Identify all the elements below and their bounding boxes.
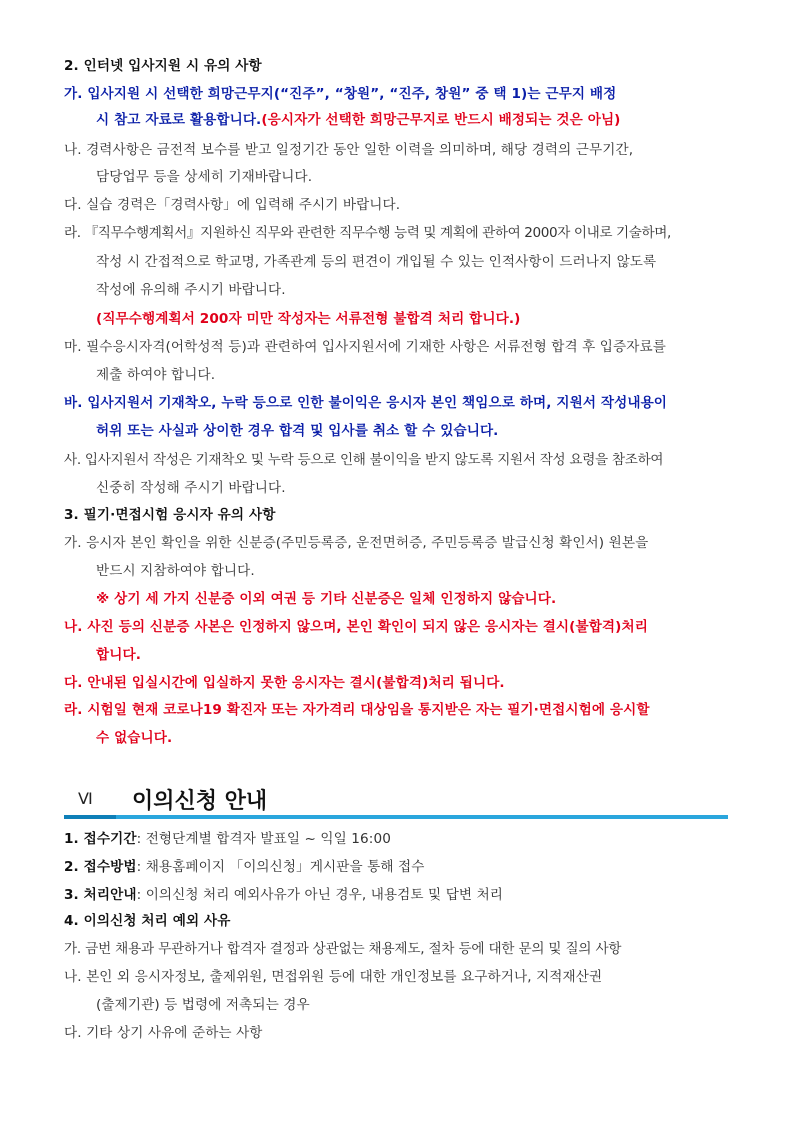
section-6-underline: [64, 815, 728, 819]
sec3-item-ra-line1: 라. 시험일 현재 코로나19 확진자 또는 자가격리 대상임을 통지받은 자는 필기·면접시험에 응시할: [64, 702, 650, 718]
item-ma-line2: 제출 하여야 합니다.: [96, 367, 216, 383]
sec6-item-1-label: 1. 접수기간: [64, 831, 137, 847]
section-6-number: Ⅵ: [78, 789, 93, 808]
item-ga-line2: [96, 110, 736, 130]
item-ba-line1: 바. 입사지원서 기재착오, 누락 등으로 인한 불이익은 응시자 본인 책임으로 하며, 지원서 작성내용이: [64, 395, 668, 411]
sec6-item-2-label: 2. 접수방법: [64, 859, 137, 875]
item-sa-line2: 신중히 작성해 주시기 바랍니다.: [96, 480, 286, 496]
item-ga-line1: 가. 입사지원 시 선택한 희망근무지(“진주”, “창원”, “진주, 창원” 중 택 1)는 근무지 배정: [64, 86, 617, 102]
sec6-item-4-ga: 가. 금번 채용과 무관하거나 합격자 결정과 상관없는 채용제도, 절차 등에 대한 문의 및 질의 사항: [64, 941, 622, 957]
item-ra-line3: 작성에 유의해 주시기 바랍니다.: [96, 282, 286, 298]
sec3-item-ga-line1: 가. 응시자 본인 확인을 위한 신분증(주민등록증, 운전면허증, 주민등록증 발급신청 확인서) 원본을: [64, 535, 649, 551]
item-ra-line2: 작성 시 간접적으로 학교명, 가족관계 등의 편견이 개입될 수 있는 인적사항이 드러나지 않도록: [96, 254, 657, 270]
section-6-header: [64, 782, 728, 822]
section-6-title: 이의신청 안내: [132, 789, 268, 814]
item-ra-line4: (직무수행계획서 200자 미만 작성자는 서류전형 불합격 처리 합니다.): [96, 311, 521, 327]
sec3-item-ra-line2: 수 없습니다.: [96, 730, 173, 746]
sec6-item-3-label: 3. 처리안내: [64, 887, 137, 903]
sec3-item-na-line2: 합니다.: [96, 647, 141, 663]
sec3-item-ga-note: ※ 상기 세 가지 신분증 이외 여권 등 기타 신분증은 일체 인정하지 않습니다.: [96, 591, 557, 607]
section-6-underline-accent: [64, 815, 116, 819]
sec6-item-1-text: : 전형단계별 합격자 발표일 ~ 익일 16:00: [136, 831, 391, 847]
sec6-item-4-da: 다. 기타 상기 사유에 준하는 사항: [64, 1025, 263, 1041]
item-ga-line2-red: (응시자가 선택한 희망근무지로 반드시 배정되는 것은 아님): [261, 112, 621, 128]
sec3-item-na-line1: 나. 사진 등의 신분증 사본은 인정하지 않으며, 본인 확인이 되지 않은 응시자는 결시(불합격)처리: [64, 619, 648, 635]
sec6-item-2: [64, 857, 734, 877]
item-ba-line2: 허위 또는 사실과 상이한 경우 합격 및 입사를 취소 할 수 있습니다.: [96, 423, 499, 439]
sec3-item-ga-line2: 반드시 지참하여야 합니다.: [96, 563, 255, 579]
sec6-item-3-text: : 이의신청 처리 예외사유가 아닌 경우, 내용검토 및 답변 처리: [136, 887, 504, 903]
item-ga-line2-blue: 시 참고 자료로 활용합니다.: [96, 112, 262, 128]
item-na-line1: 나. 경력사항은 금전적 보수를 받고 일정기간 동안 일한 이력을 의미하며, 해당 경력의 근무기간,: [64, 142, 634, 158]
section-2-heading: 2. 인터넷 입사지원 시 유의 사항: [64, 58, 262, 74]
sec6-item-4-na-line2: (출제기관) 등 법령에 저촉되는 경우: [96, 997, 310, 1013]
sec6-item-2-text: : 채용홈페이지 「이의신청」게시판을 통해 접수: [136, 859, 425, 875]
sec6-item-4-heading: 4. 이의신청 처리 예외 사유: [64, 913, 231, 929]
item-sa-line1: 사. 입사지원서 작성은 기재착오 및 누락 등으로 인해 불이익을 받지 않도록 지원서 작성 요령을 참조하여: [64, 452, 664, 468]
sec6-item-1: [64, 829, 734, 849]
item-na-line2: 담당업무 등을 상세히 기재바랍니다.: [96, 169, 313, 185]
item-ra-line1: 라. 『직무수행계획서』지원하신 직무와 관련한 직무수행 능력 및 계획에 관하여 2000자 이내로 기술하며,: [64, 225, 671, 241]
item-da: 다. 실습 경력은「경력사항」에 입력해 주시기 바랍니다.: [64, 197, 401, 213]
sec6-item-3: [64, 885, 734, 905]
section-3-heading: 3. 필기·면접시험 응시자 유의 사항: [64, 507, 276, 523]
sec3-item-da: 다. 안내된 입실시간에 입실하지 못한 응시자는 결시(불합격)처리 됩니다.: [64, 675, 505, 691]
sec6-item-4-na-line1: 나. 본인 외 응시자정보, 출제위원, 면접위원 등에 대한 개인정보를 요구하거나, 지적재산권: [64, 969, 603, 985]
item-ma-line1: 마. 필수응시자격(어학성적 등)과 관련하여 입사지원서에 기재한 사항은 서류전형 합격 후 입증자료를: [64, 339, 666, 355]
